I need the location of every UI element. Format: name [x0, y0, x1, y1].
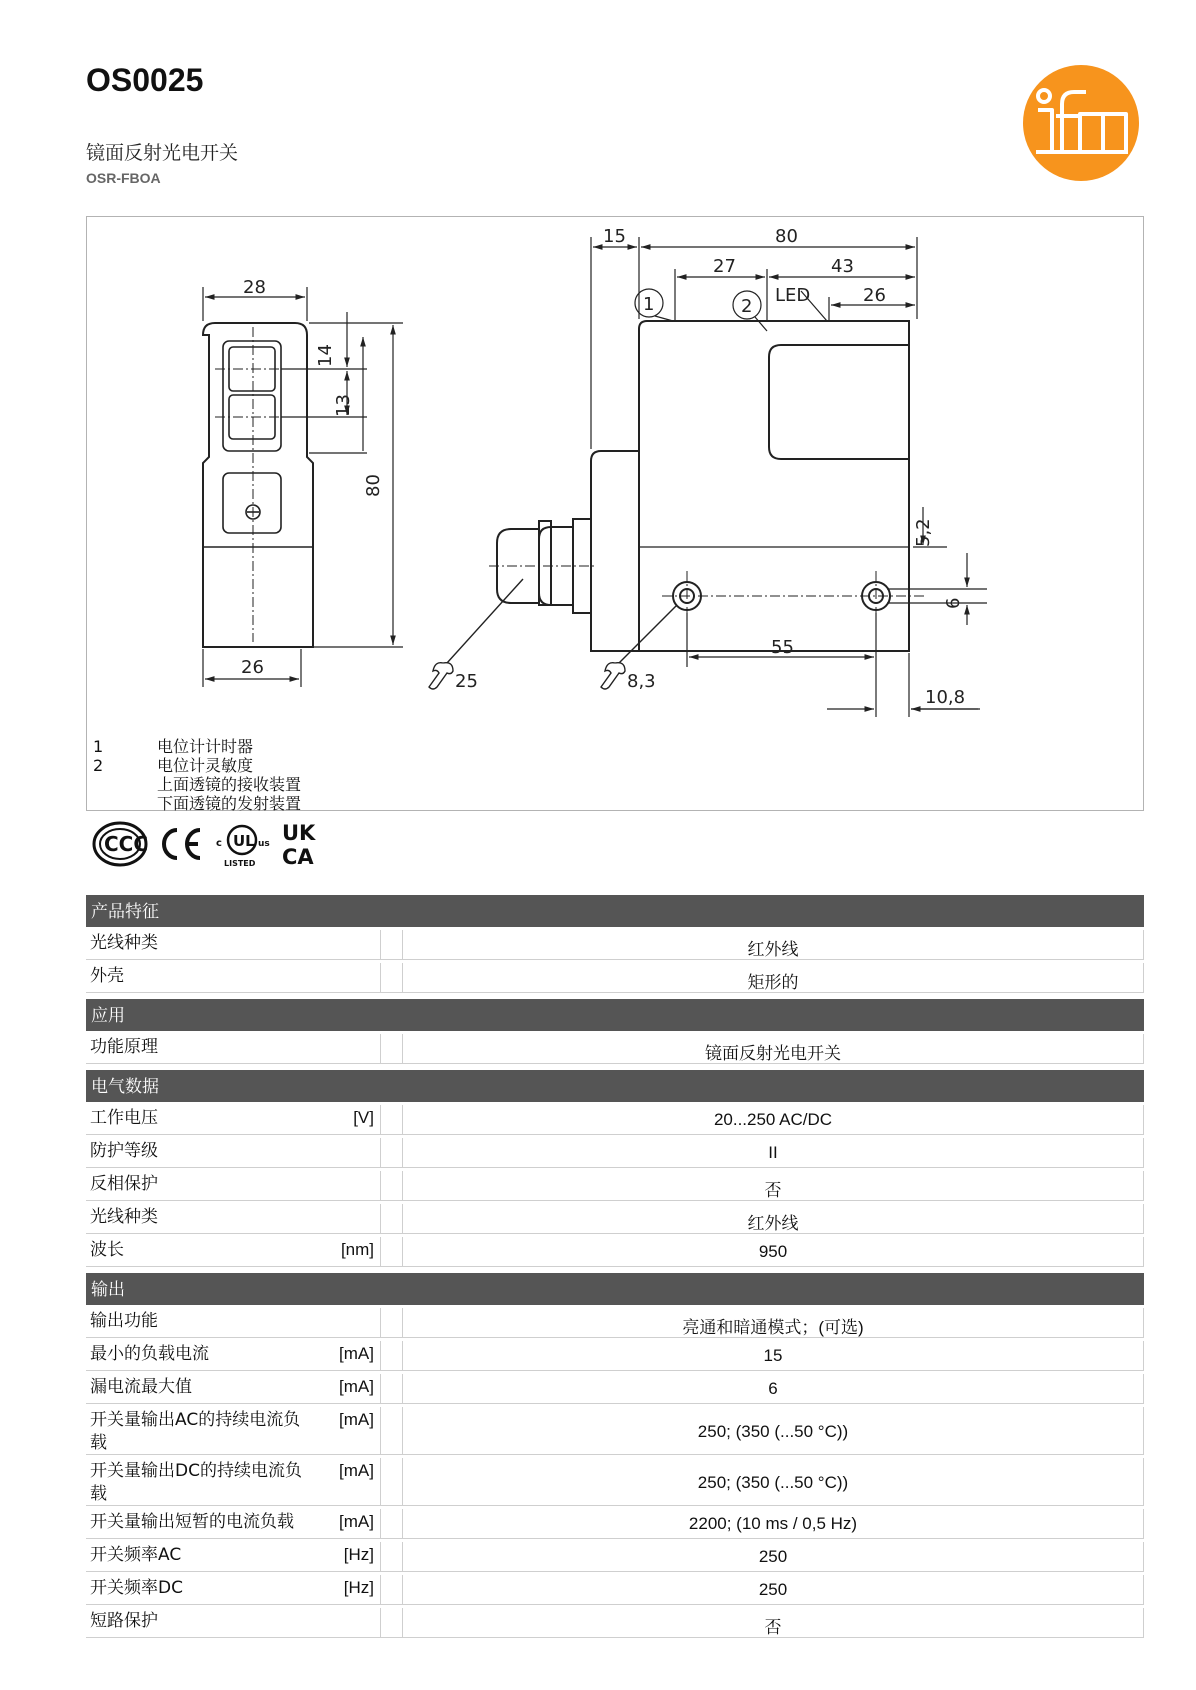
ul-c-text: c [216, 838, 222, 849]
spec-row [86, 1605, 1144, 1638]
ul-listed-text: LISTED [224, 859, 256, 868]
cell-divider [380, 1341, 381, 1370]
svg-text:CCC: CCC [104, 832, 149, 856]
spec-value: 950 [758, 1242, 788, 1261]
spec-value: 250 [758, 1547, 788, 1566]
product-subtitle: 镜面反射光电开关 [86, 142, 239, 164]
spec-unit: [nm] [340, 1240, 374, 1259]
dim-13: 13 [333, 394, 354, 417]
cell-divider [380, 1105, 381, 1134]
spec-value: 250 [758, 1580, 788, 1599]
section-header: 应用 [86, 999, 1144, 1031]
cell-divider [380, 1608, 381, 1637]
spec-row [86, 1305, 1144, 1338]
dim-55: 55 [771, 637, 794, 658]
svg-text:UL: UL [233, 832, 255, 850]
spec-row [86, 1371, 1144, 1404]
cell-divider [380, 963, 381, 992]
spec-row [86, 1539, 1144, 1572]
spec-value: 2200; (10 ms / 0,5 Hz) [688, 1514, 858, 1533]
spec-label: 波长 [90, 1240, 124, 1260]
spec-value: 矩形的 [747, 973, 799, 992]
spec-label: 开关量输出短暂的电流负载 [90, 1512, 294, 1532]
dim-15: 15 [603, 226, 626, 247]
wrench-icon [601, 663, 625, 689]
wrench-size-8-3: 8,3 [627, 671, 656, 692]
spec-row [86, 1338, 1144, 1371]
spec-label: 漏电流最大值 [90, 1377, 192, 1397]
section-header: 电气数据 [86, 1070, 1144, 1102]
cell-divider [380, 1308, 381, 1337]
spec-value: 镜面反射光电开关 [705, 1044, 841, 1063]
specifications-table [86, 895, 1144, 1638]
cell-divider [380, 1407, 381, 1454]
cell-divider [380, 1542, 381, 1571]
spec-row [86, 1102, 1144, 1135]
spec-unit: [V] [353, 1108, 374, 1127]
spec-unit: [mA] [339, 1344, 374, 1363]
cell-divider [380, 1171, 381, 1200]
spec-unit: [mA] [339, 1512, 374, 1531]
cell-divider [380, 1458, 381, 1505]
dim-10-8: 10,8 [925, 687, 966, 708]
dim-80-height: 80 [363, 474, 384, 497]
spec-row [86, 960, 1144, 993]
spec-value: 250; (350 (...50 °C)) [697, 1422, 849, 1441]
cell-divider [380, 1237, 381, 1266]
spec-unit: [mA] [339, 1461, 374, 1480]
section-header: 输出 [86, 1273, 1144, 1305]
spec-row [86, 1506, 1144, 1539]
spec-label: 功能原理 [90, 1037, 158, 1057]
ce-mark-icon [164, 830, 200, 858]
spec-row [86, 1031, 1144, 1064]
ifm-logo [1022, 64, 1140, 182]
wrench-size-25: 25 [455, 671, 478, 692]
ukca-ca-text: CA [282, 845, 314, 869]
cell-divider [380, 1138, 381, 1167]
spec-value: 20...250 AC/DC [713, 1110, 833, 1129]
spec-unit: [Hz] [343, 1578, 374, 1597]
dim-80-width: 80 [775, 226, 798, 247]
spec-label: 光线种类 [90, 1207, 158, 1227]
spec-label: 最小的负载电流 [90, 1344, 209, 1364]
dim-6: 6 [943, 597, 964, 609]
technical-drawing [87, 217, 1145, 812]
spec-value: 否 [764, 1181, 782, 1200]
spec-unit: [Hz] [343, 1545, 374, 1564]
cell-divider [380, 1509, 381, 1538]
dimension-drawing [86, 216, 1144, 811]
spec-value: 红外线 [747, 940, 799, 959]
dim-27: 27 [713, 256, 736, 277]
ccc-mark-icon [94, 823, 148, 865]
spec-label: 开关量输出AC的持续电流负载 [90, 1410, 301, 1453]
callout-2: 2 [741, 296, 753, 317]
dim-26-led: 26 [863, 285, 886, 306]
spec-label: 开关量输出DC的持续电流负载 [90, 1461, 302, 1504]
spec-row [86, 1455, 1144, 1506]
spec-row [86, 1168, 1144, 1201]
page-title: OS0025 [86, 62, 204, 98]
certification-marks [92, 818, 332, 870]
legend-text: 下面透镜的发射装置 [157, 794, 302, 813]
ukca-mark-icon [282, 821, 316, 869]
spec-row [86, 1201, 1144, 1234]
spec-label: 开关频率AC [90, 1545, 182, 1565]
spec-label: 输出功能 [90, 1311, 158, 1331]
cell-divider [380, 930, 381, 959]
dim-26: 26 [241, 657, 264, 678]
spec-value: 6 [768, 1379, 778, 1398]
spec-unit: [mA] [339, 1377, 374, 1396]
spec-label: 开关频率DC [90, 1578, 183, 1598]
spec-value: 15 [763, 1346, 783, 1365]
dim-43: 43 [831, 256, 854, 277]
spec-label: 防护等级 [90, 1141, 158, 1161]
cell-divider [380, 1034, 381, 1063]
spec-label: 光线种类 [90, 933, 158, 953]
legend-text: 上面透镜的接收装置 [157, 775, 302, 794]
dim-5-2: 5,2 [913, 518, 934, 547]
spec-value: 250; (350 (...50 °C)) [697, 1473, 849, 1492]
spec-label: 工作电压 [90, 1108, 158, 1128]
callout-1: 1 [643, 294, 655, 315]
ul-us-text: us [258, 839, 270, 849]
spec-label: 短路保护 [90, 1611, 158, 1631]
spec-label: 外壳 [90, 966, 124, 986]
legend-text: 电位计灵敏度 [157, 756, 254, 775]
spec-value: 红外线 [747, 1214, 799, 1233]
wrench-icon [429, 663, 453, 689]
spec-value: 否 [764, 1618, 782, 1637]
spec-row [86, 927, 1144, 960]
legend-num: 1 [93, 737, 104, 756]
legend-text: 电位计计时器 [157, 737, 254, 756]
spec-unit: [mA] [339, 1410, 374, 1429]
dim-14: 14 [315, 344, 336, 367]
dim-led: LED [775, 285, 811, 306]
dim-28: 28 [243, 277, 266, 298]
legend-num: 2 [93, 756, 104, 775]
spec-row [86, 1135, 1144, 1168]
ul-listed-mark-icon [216, 826, 270, 868]
section-header: 产品特征 [86, 895, 1144, 927]
cell-divider [380, 1575, 381, 1604]
ukca-uk-text: UK [282, 821, 316, 845]
spec-label: 反相保护 [90, 1174, 158, 1194]
spec-value: II [768, 1143, 778, 1162]
cell-divider [380, 1204, 381, 1233]
spec-row [86, 1572, 1144, 1605]
spec-row [86, 1404, 1144, 1455]
spec-row [86, 1234, 1144, 1267]
cell-divider [380, 1374, 381, 1403]
spec-value: 亮通和暗通模式；(可选) [682, 1318, 864, 1337]
product-code: OSR-FBOA [86, 170, 161, 186]
